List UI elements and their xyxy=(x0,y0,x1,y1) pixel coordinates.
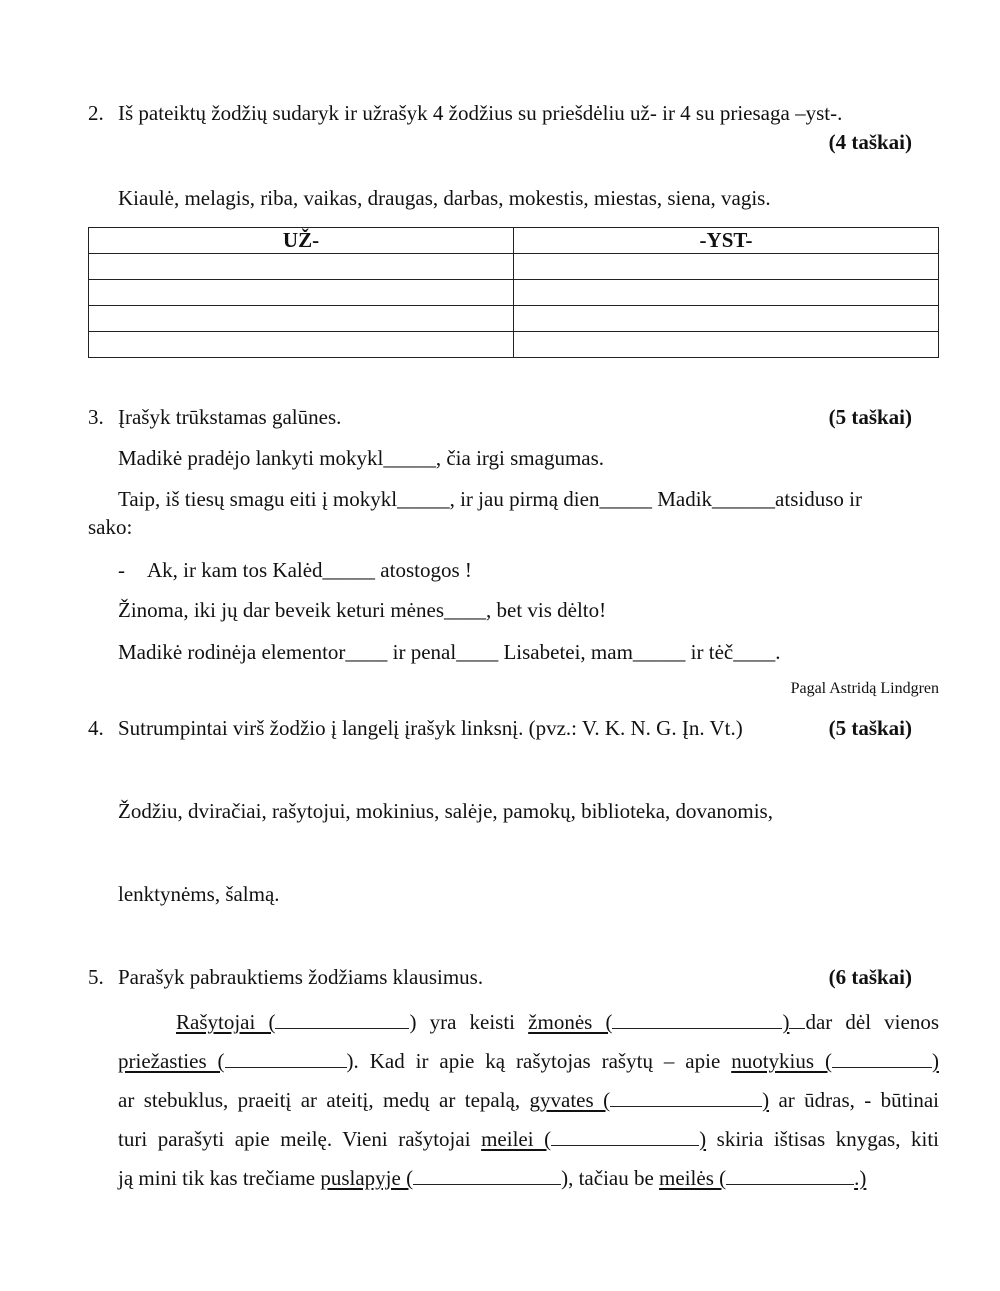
task3-line5: Madikė rodinėja elementor____ ir penal____ Lisabetei, mam_____ ir tėč____. xyxy=(118,640,781,664)
table-header-uz: UŽ- xyxy=(89,228,514,254)
answer-blank[interactable] xyxy=(413,1162,561,1185)
table-header-row xyxy=(89,228,939,254)
underlined-word: žmonės ( xyxy=(528,1010,613,1034)
task3-instruction: Įrašyk trūkstamas galūnes. xyxy=(118,405,342,429)
answer-table xyxy=(88,227,939,358)
table-row xyxy=(89,306,939,332)
answer-cell[interactable] xyxy=(514,254,939,280)
text-fragment: dar dėl vienos xyxy=(805,1010,940,1034)
text-fragment: ar ūdras, - būtinai xyxy=(778,1088,939,1112)
answer-blank[interactable] xyxy=(551,1123,699,1146)
task2-points: (4 taškai) xyxy=(828,130,912,154)
answer-cell[interactable] xyxy=(89,332,514,358)
task3-points: (5 taškai) xyxy=(828,405,912,429)
answer-blank[interactable] xyxy=(275,1006,409,1029)
task3-source: Pagal Astridą Lindgren xyxy=(790,680,939,697)
answer-cell[interactable] xyxy=(89,254,514,280)
task4-number: 4. xyxy=(88,716,104,740)
task5-line1 xyxy=(118,1003,939,1042)
task5-paragraph xyxy=(118,1003,939,1198)
task3-number: 3. xyxy=(88,405,104,429)
task3-line1: Madikė pradėjo lankyti mokykl_____, čia irgi smagumas. xyxy=(118,446,605,470)
text-fragment: ), tačiau be xyxy=(561,1166,654,1190)
task5-line4 xyxy=(118,1120,939,1159)
task4-words-line1: Žodžiu, dviračiai, rašytojui, mokinius, salėje, pamokų, biblioteka, dovanomis, xyxy=(118,799,773,823)
text-fragment: ) xyxy=(762,1088,770,1112)
underlined-word: meilės ( xyxy=(659,1166,727,1190)
task3-dash: - xyxy=(118,558,125,582)
task5-line5 xyxy=(118,1159,939,1198)
text-fragment: ją mini tik kas trečiame xyxy=(118,1166,316,1190)
answer-cell[interactable] xyxy=(89,280,514,306)
underline-gap xyxy=(789,1006,805,1029)
task5-number: 5. xyxy=(88,965,104,989)
text-fragment: ) xyxy=(782,1010,790,1034)
task3-line4: Žinoma, iki jų dar beveik keturi mėnes____, bet vis dėlto! xyxy=(118,598,607,622)
task3-line2: Taip, iš tiesų smagu eiti į mokykl_____, ir jau pirmą dien_____ Madik______atsiduso ir xyxy=(118,487,862,511)
answer-cell[interactable] xyxy=(514,306,939,332)
task4-instruction: Sutrumpintai virš žodžio į langelį įrašyk linksnį. (pvz.: V. K. N. G. Įn. Vt.) xyxy=(118,716,743,740)
task5-line3 xyxy=(118,1081,939,1120)
answer-cell[interactable] xyxy=(514,280,939,306)
underlined-word: puslapyje ( xyxy=(320,1166,414,1190)
task3-line3: Ak, ir kam tos Kalėd_____ atostogos ! xyxy=(147,558,472,582)
task5-instruction: Parašyk pabrauktiems žodžiams klausimus. xyxy=(118,965,484,989)
task4-words-line2: lenktynėms, šalmą. xyxy=(118,882,280,906)
answer-blank[interactable] xyxy=(832,1045,932,1068)
task2-word-list: Kiaulė, melagis, riba, vaikas, draugas, darbas, mokestis, miestas, siena, vagis. xyxy=(118,186,771,210)
text-fragment: ar stebuklus, praeitį ar ateitį, medų ar tepalą, xyxy=(118,1088,521,1112)
underlined-word: gyvates ( xyxy=(529,1088,611,1112)
table-header-yst: -YST- xyxy=(514,228,939,254)
table-row xyxy=(89,254,939,280)
task3-line2-continued: sako: xyxy=(88,515,133,539)
answer-blank[interactable] xyxy=(612,1006,782,1029)
text-fragment: ) xyxy=(931,1049,939,1073)
answer-cell[interactable] xyxy=(514,332,939,358)
underlined-word: priežasties ( xyxy=(118,1049,225,1073)
text-fragment: ) xyxy=(699,1127,707,1151)
text-fragment: ). Kad ir apie ką rašytojas rašytų – apie xyxy=(346,1049,721,1073)
task4-points: (5 taškai) xyxy=(828,716,912,740)
task5-points: (6 taškai) xyxy=(828,965,912,989)
answer-blank[interactable] xyxy=(225,1045,347,1068)
task2-number: 2. xyxy=(88,101,104,125)
task5-line2 xyxy=(118,1042,939,1081)
answer-cell[interactable] xyxy=(89,306,514,332)
underlined-word: meilei ( xyxy=(481,1127,552,1151)
text-fragment: turi parašyti apie meilę. Vieni rašytojai xyxy=(118,1127,471,1151)
text-fragment: skiria ištisas knygas, kiti xyxy=(716,1127,939,1151)
answer-blank[interactable] xyxy=(726,1162,854,1185)
answer-blank[interactable] xyxy=(610,1084,762,1107)
text-fragment: ) yra keisti xyxy=(409,1010,516,1034)
table-row xyxy=(89,280,939,306)
task2-instruction: Iš pateiktų žodžių sudaryk ir užrašyk 4 žodžius su priešdėliu už- ir 4 su priesaga –yst-. xyxy=(118,101,843,125)
underlined-word: nuotykius ( xyxy=(731,1049,832,1073)
underlined-word: Rašytojai ( xyxy=(176,1010,276,1034)
text-fragment: .) xyxy=(854,1166,867,1190)
table-row xyxy=(89,332,939,358)
